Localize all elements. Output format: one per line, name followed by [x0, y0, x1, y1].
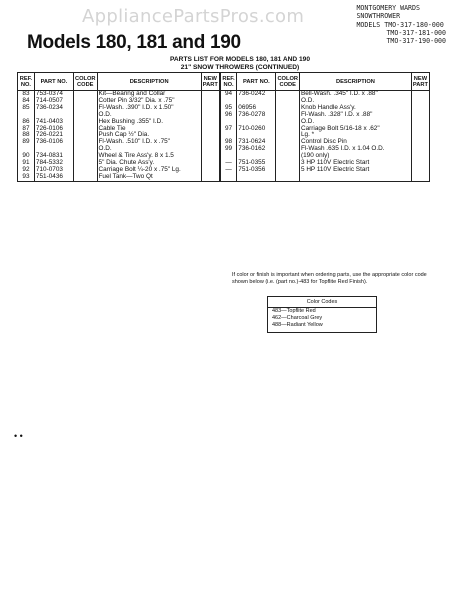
new-part-cell	[411, 98, 429, 105]
description-cell: O.D.	[299, 119, 411, 126]
color-code-cell	[73, 126, 97, 133]
color-code-cell	[73, 167, 97, 174]
color-code-cell	[276, 160, 300, 167]
color-code-cell	[276, 98, 300, 105]
description-cell: 5" Dia. Chute Ass'y.	[97, 160, 201, 167]
new-part-cell	[201, 132, 220, 139]
new-part-cell	[411, 105, 429, 112]
color-code-cell	[276, 146, 300, 153]
ref-no-cell: 85	[18, 105, 35, 112]
color-code-cell	[276, 91, 300, 98]
header-new-part: NEW PART	[201, 73, 220, 91]
ref-no-cell: 84	[18, 98, 35, 105]
page-title: Models 180, 181 and 190	[27, 32, 241, 53]
part-no-cell: 734-0831	[34, 153, 73, 160]
part-no-cell: 736-0234	[34, 105, 73, 112]
new-part-cell	[411, 119, 429, 126]
color-code-cell	[73, 174, 97, 181]
part-no-cell: 736-0106	[34, 139, 73, 146]
part-no-cell: 751-0356	[237, 167, 276, 174]
part-no-cell: 731-0624	[237, 139, 276, 146]
ref-no-cell: 94	[220, 91, 237, 98]
ref-no-cell: —	[220, 160, 237, 167]
color-code-cell	[73, 160, 97, 167]
new-part-cell	[201, 105, 220, 112]
description-cell: Push Cap ½" Dia.	[97, 132, 201, 139]
description-cell: O.D.	[97, 146, 201, 153]
doc-ref-line: SNOWTHROWER	[356, 12, 401, 21]
doc-ref-line: TMO-317-190-000	[386, 37, 446, 46]
ref-no-cell: 88	[18, 132, 35, 139]
new-part-cell	[201, 160, 220, 167]
color-code-cell	[276, 119, 300, 126]
color-code-cell	[73, 153, 97, 160]
header-ref: REF. NO.	[18, 73, 35, 91]
new-part-cell	[411, 160, 429, 167]
description-cell: 5 HP 110V Electric Start	[299, 167, 411, 174]
ref-no-cell: 93	[18, 174, 35, 181]
description-cell: Knob Handle Ass'y.	[299, 105, 411, 112]
parts-list-subtitle	[0, 56, 464, 71]
new-part-cell	[201, 153, 220, 160]
color-code-cell	[73, 91, 97, 98]
description-cell: Fuel Tank—Two Qt	[97, 174, 201, 181]
new-part-cell	[411, 167, 429, 174]
ref-no-cell: —	[220, 167, 237, 174]
header-ref: REF. NO.	[220, 73, 237, 91]
table-row	[18, 112, 430, 119]
ref-no-cell: 92	[18, 167, 35, 174]
ref-no-cell: 91	[18, 160, 35, 167]
color-code-cell	[73, 112, 97, 119]
new-part-cell	[411, 126, 429, 133]
subtitle-line: PARTS LIST FOR MODELS 180, 181 AND 190	[170, 56, 310, 63]
part-no-cell: 736-0278	[237, 112, 276, 119]
part-no-cell: 751-0355	[237, 160, 276, 167]
table-header-row	[18, 73, 430, 91]
new-part-cell	[411, 153, 429, 160]
color-code-cell	[276, 139, 300, 146]
description-cell: Fl-Wash. .390" I.D. x 1.50"	[97, 105, 201, 112]
description-cell: Carriage Bolt 5/16-18 x .62"	[299, 126, 411, 133]
part-no-cell: 726-0221	[34, 132, 73, 139]
header-color: COLOR CODE	[73, 73, 97, 91]
new-part-cell	[411, 112, 429, 119]
header-new-part: NEW PART	[411, 73, 429, 91]
header-part: PART NO.	[34, 73, 73, 91]
table-row	[18, 132, 430, 139]
description-cell: (190 only)	[299, 153, 411, 160]
description-cell: Fl-Wash .635 I.D. x 1.04 O.D.	[299, 146, 411, 153]
header-part: PART NO.	[237, 73, 276, 91]
color-code-cell	[276, 174, 300, 181]
ref-no-cell: 98	[220, 139, 237, 146]
margin-mark: • •	[14, 431, 23, 441]
part-no-cell: 710-0260	[237, 126, 276, 133]
new-part-cell	[201, 146, 220, 153]
part-no-cell: 06956	[237, 105, 276, 112]
header-description: DESCRIPTION	[97, 73, 201, 91]
ref-no-cell: 86	[18, 119, 35, 126]
description-cell: O.D.	[97, 112, 201, 119]
new-part-cell	[411, 139, 429, 146]
color-codes-title: Color Codes	[268, 297, 376, 308]
new-part-cell	[201, 98, 220, 105]
description-cell: 3 HP 110V Electric Start	[299, 160, 411, 167]
header-color: COLOR CODE	[276, 73, 300, 91]
part-no-cell: 784-5332	[34, 160, 73, 167]
description-cell: Wheel & Tire Ass'y. 8 x 1.5	[97, 153, 201, 160]
color-code-cell	[276, 153, 300, 160]
table-row	[18, 98, 430, 105]
color-code-cell	[73, 132, 97, 139]
part-no-cell: 736-0242	[237, 91, 276, 98]
table-row	[18, 146, 430, 153]
ref-no-cell: 97	[220, 126, 237, 133]
parts-table	[17, 72, 430, 182]
part-no-cell: 714-0507	[34, 98, 73, 105]
color-code-cell	[73, 98, 97, 105]
table-row	[18, 126, 430, 133]
color-code-cell	[276, 105, 300, 112]
new-part-cell	[411, 146, 429, 153]
new-part-cell	[201, 167, 220, 174]
description-cell	[299, 174, 411, 181]
document-reference	[356, 4, 446, 45]
description-cell: Lg. *	[299, 132, 411, 139]
new-part-cell	[411, 174, 429, 181]
watermark: AppliancePartsPros.com	[82, 6, 305, 27]
color-code-cell	[276, 112, 300, 119]
color-code-cell	[73, 139, 97, 146]
color-codes-box	[267, 296, 377, 333]
part-no-cell: 736-0162	[237, 146, 276, 153]
color-code-item: 462—Charcoal Grey	[272, 315, 323, 322]
part-no-cell: 741-0403	[34, 119, 73, 126]
ref-no-cell: 99	[220, 146, 237, 153]
new-part-cell	[201, 174, 220, 181]
new-part-cell	[411, 132, 429, 139]
subtitle-line: 21" SNOW THROWERS (CONTINUED)	[180, 63, 300, 71]
part-no-cell	[237, 174, 276, 181]
ref-no-cell: 90	[18, 153, 35, 160]
ref-no-cell: 96	[220, 112, 237, 119]
color-code-cell	[73, 105, 97, 112]
color-code-cell	[276, 126, 300, 133]
color-code-item: 483—Topflite Red	[272, 308, 316, 314]
ref-no-cell	[220, 174, 237, 181]
description-cell: Fl-Wash. .328" I.D. x .88"	[299, 112, 411, 119]
table-row	[18, 91, 430, 98]
table-row	[18, 167, 430, 174]
header-description: DESCRIPTION	[299, 73, 411, 91]
ref-no-cell: 83	[18, 91, 35, 98]
description-cell: Bell-Wash. .345" I.D. x .88"	[299, 91, 411, 98]
color-code-cell	[276, 132, 300, 139]
new-part-cell	[201, 91, 220, 98]
part-no-cell: 710-0703	[34, 167, 73, 174]
description-cell: Kit—Bearing and Collar	[97, 91, 201, 98]
color-code-note: If color or finish is important when ordering parts, use the appropriate color code shown below (i.e. (part no.)-483 for Topflite Red Finish).	[232, 272, 427, 285]
color-code-cell	[73, 146, 97, 153]
new-part-cell	[411, 91, 429, 98]
ref-no-cell: 89	[18, 139, 35, 146]
doc-ref-line: TMO-317-181-000	[386, 28, 446, 37]
part-no-cell: 751-0436	[34, 174, 73, 181]
color-code-cell	[73, 119, 97, 126]
new-part-cell	[201, 119, 220, 126]
part-no-cell: 726-0106	[34, 126, 73, 133]
part-no-cell: 753-0374	[34, 91, 73, 98]
table-row	[18, 174, 430, 181]
description-cell: Cotter Pin 3/32" Dia. x .75"	[97, 98, 201, 105]
description-cell: Carriage Bolt ¼-20 x .75" Lg.	[97, 167, 201, 174]
description-cell: Fl-Wash. .510" I.D. x .75"	[97, 139, 201, 146]
new-part-cell	[201, 126, 220, 133]
doc-ref-line: MONTGOMERY WARDS	[356, 4, 420, 12]
new-part-cell	[201, 139, 220, 146]
description-cell: Control Disc Pin	[299, 139, 411, 146]
doc-ref-line: MODELS TMO-317-180-000	[356, 20, 444, 29]
color-code-cell	[276, 167, 300, 174]
description-cell: O.D.	[299, 98, 411, 105]
ref-no-cell: 87	[18, 126, 35, 133]
color-code-item: 488—Radiant Yellow	[272, 322, 323, 329]
description-cell: Cable Tie	[97, 126, 201, 133]
description-cell: Hex Bushing .355" I.D.	[97, 119, 201, 126]
new-part-cell	[201, 112, 220, 119]
ref-no-cell: 95	[220, 105, 237, 112]
